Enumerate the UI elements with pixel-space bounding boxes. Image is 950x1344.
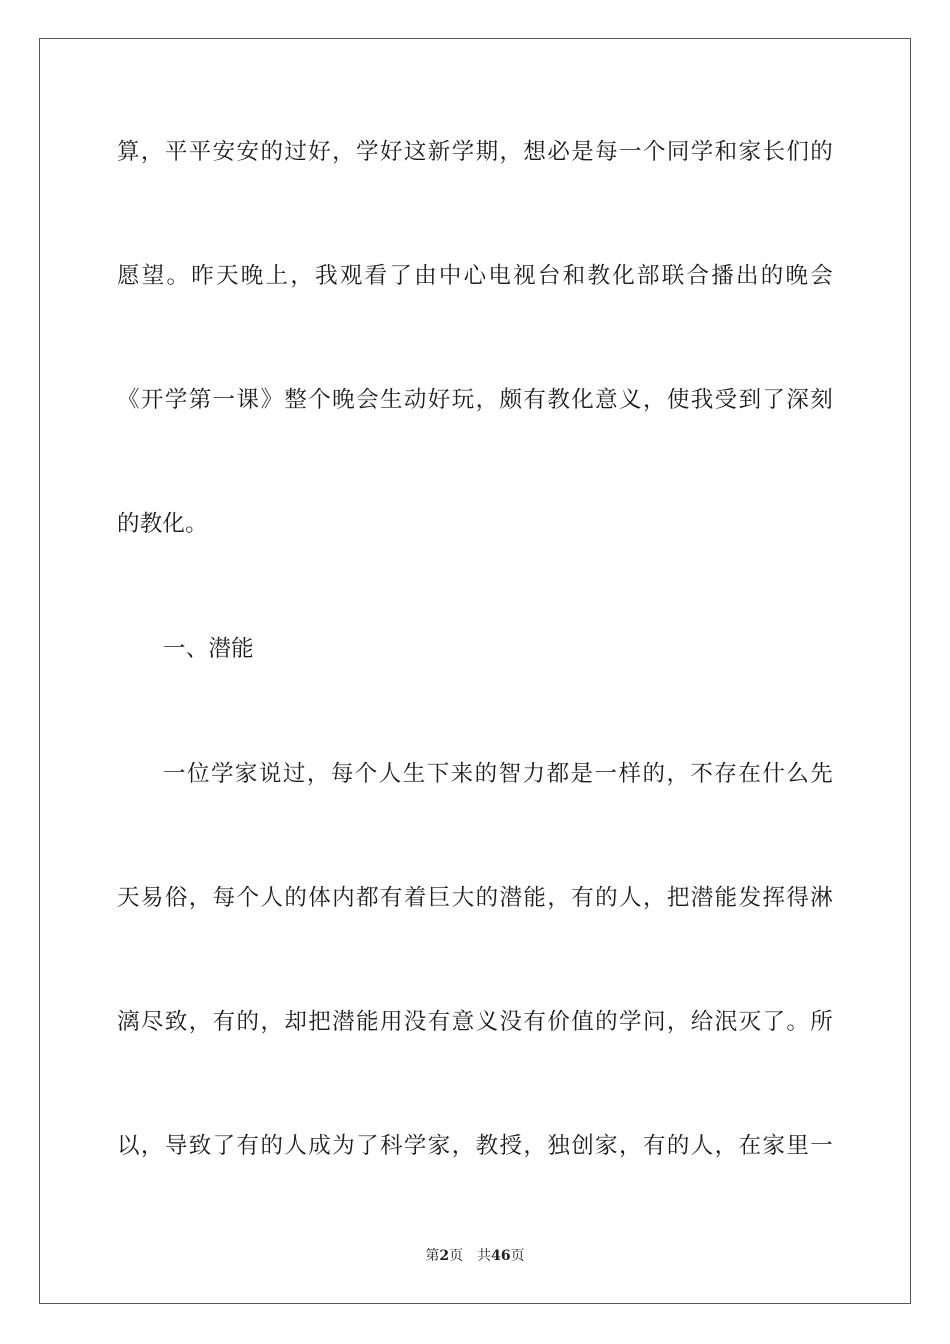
footer-page-number: 2 bbox=[439, 1248, 450, 1264]
footer-page-suffix: 页 bbox=[449, 1248, 464, 1264]
footer-total-suffix: 页 bbox=[510, 1248, 525, 1264]
footer-page-prefix: 第 bbox=[425, 1248, 440, 1264]
body-line-9: 以，导致了有的人成为了科学家，教授，独创家，有的人，在家里一 bbox=[117, 1133, 833, 1159]
section-heading: 一、潜能 bbox=[163, 636, 254, 662]
body-line-6: 一位学家说过，每个人生下来的智力都是一样的，不存在什么先 bbox=[163, 761, 833, 787]
page-footer bbox=[0, 1246, 950, 1266]
body-line-4: 的教化。 bbox=[117, 511, 208, 537]
body-line-7: 天易俗，每个人的体内都有着巨大的潜能，有的人，把潜能发挥得淋 bbox=[117, 885, 833, 911]
page-border bbox=[39, 38, 911, 1304]
body-line-2: 愿望。昨天晚上，我观看了由中心电视台和教化部联合播出的晚会 bbox=[117, 263, 833, 289]
footer-total-pages: 46 bbox=[491, 1248, 511, 1264]
body-line-3: 《开学第一课》整个晚会生动好玩，颇有教化意义，使我受到了深刻 bbox=[117, 387, 833, 413]
body-line-1: 算，平平安安的过好，学好这新学期，想必是每一个同学和家长们的 bbox=[117, 139, 833, 165]
body-line-8: 漓尽致，有的，却把潜能用没有意义没有价值的学问，给泯灭了。所 bbox=[117, 1009, 833, 1035]
footer-total-prefix: 共 bbox=[477, 1248, 492, 1264]
